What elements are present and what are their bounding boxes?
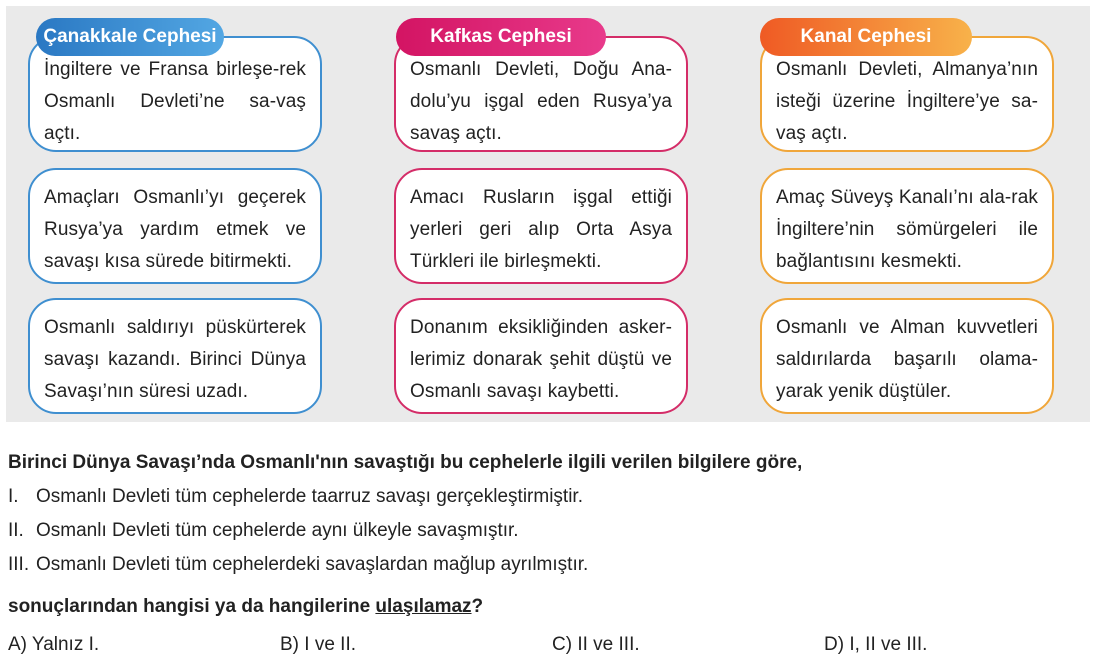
- fronts-panel: [6, 6, 1090, 422]
- statement-3-number: III.: [8, 554, 30, 575]
- canakkale-title: Çanakkale Cephesi: [36, 18, 224, 56]
- statement-1-text: Osmanlı Devleti tüm cephelerde taarruz savaşı gerçekleştirmiştir.: [36, 486, 583, 507]
- kanal-box-2: Amaç Süveyş Kanalı’nı ala-rak İngiltere’nin sömürgeleri ile bağlantısını kesmekti.: [760, 168, 1054, 284]
- statement-2: [8, 520, 519, 542]
- canakkale-box-3: Osmanlı saldırıyı püskürterek savaşı kazandı. Birinci Dünya Savaşı’nın süresi uzadı.: [28, 298, 322, 414]
- canakkale-box-2: Amaçları Osmanlı’yı geçerek Rusya’ya yardım etmek ve savaşı kısa sürede bitirmekti.: [28, 168, 322, 284]
- kanal-box-3: Osmanlı ve Alman kuvvetleri saldırılarda başarılı olama-yarak yenik düştüler.: [760, 298, 1054, 414]
- option-a[interactable]: A) Yalnız I.: [8, 634, 100, 655]
- ending-underlined: ulaşılamaz: [375, 596, 472, 617]
- kafkas-box-2: Amacı Rusların işgal ettiği yerleri geri alıp Orta Asya Türkleri ile birleşmekti.: [394, 168, 688, 284]
- option-d[interactable]: D) I, II ve III.: [824, 634, 928, 655]
- kafkas-box-3: Donanım eksikliğinden asker-lerimiz donarak şehit düştü ve Osmanlı savaşı kaybetti.: [394, 298, 688, 414]
- statement-3: [8, 554, 588, 576]
- statement-2-text: Osmanlı Devleti tüm cephelerde aynı ülkeyle savaşmıştır.: [36, 520, 519, 541]
- question-ending: [8, 596, 483, 618]
- ending-suffix: ?: [471, 596, 484, 617]
- statement-2-number: II.: [8, 520, 24, 541]
- option-b[interactable]: B) I ve II.: [280, 634, 357, 655]
- statement-3-text: Osmanlı Devleti tüm cephelerdeki savaşlardan mağlup ayrılmıştır.: [36, 554, 589, 575]
- option-c[interactable]: C) II ve III.: [552, 634, 640, 655]
- kafkas-title: Kafkas Cephesi: [396, 18, 606, 56]
- question-text: Birinci Dünya Savaşı’nda Osmanlı'nın savaştığı bu cephelerle ilgili verilen bilgilere göre,: [8, 452, 803, 473]
- canakkale-box-1: İngiltere ve Fransa birleşe-rek Osmanlı Devleti’ne sa-vaş açtı.: [28, 36, 322, 152]
- kafkas-box-1: Osmanlı Devleti, Doğu Ana-dolu’yu işgal eden Rusya’ya savaş açtı.: [394, 36, 688, 152]
- statement-1: [8, 486, 583, 508]
- kanal-box-1: Osmanlı Devleti, Almanya’nın isteği üzerine İngiltere’ye sa-vaş açtı.: [760, 36, 1054, 152]
- statement-1-number: I.: [8, 486, 19, 507]
- ending-prefix: sonuçlarından hangisi ya da hangilerine: [8, 596, 376, 617]
- kanal-title: Kanal Cephesi: [760, 18, 972, 56]
